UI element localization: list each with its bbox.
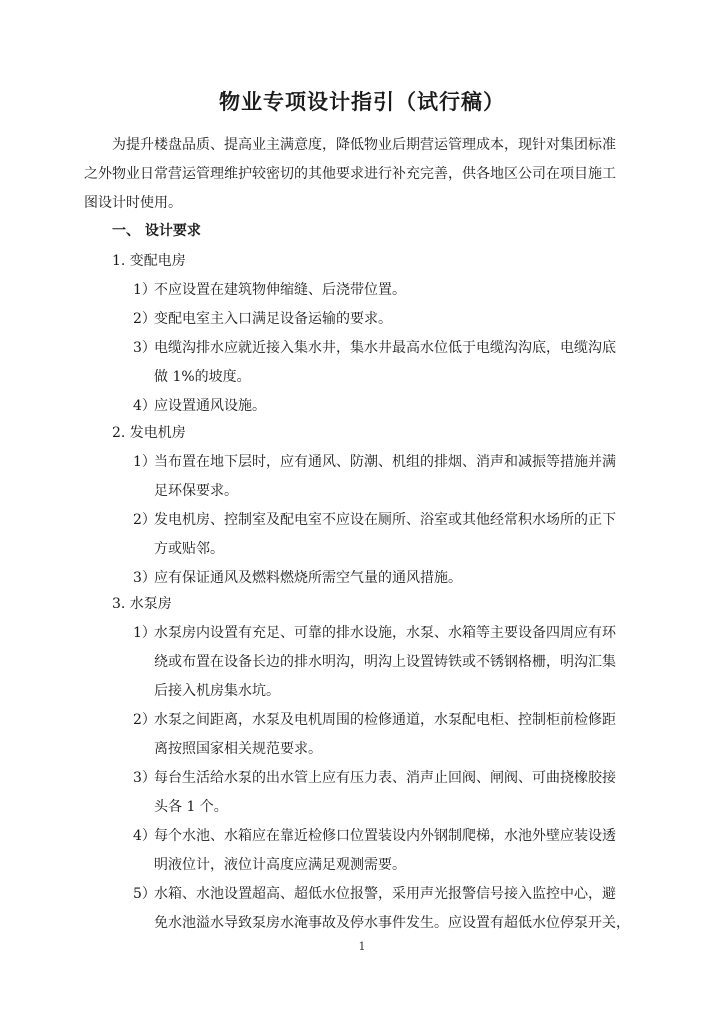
item-text: 免水池溢水导致泵房水淹事故及停水事件发生。应设置有超低水位停泵开关， [154,915,630,931]
item-text: 明液位计，液位计高度应满足观测需要。 [154,857,406,873]
item-number: 4） [133,828,156,844]
list-item [133,764,642,822]
item-text: 当布置在地下层时，应有通风、防潮、机组的排烟、消声和减振等措施并满 [154,454,616,470]
item-text: 水泵房内设置有充足、可靠的排水设施，水泵、水箱等主要设备四周应有环 [154,625,616,641]
item-text: 每台生活给水泵的出水管上应有压力表、消声止回阀、闸阀、可曲挠橡胶接 [154,770,616,786]
list-item [133,822,642,880]
item-number: 4） [133,398,156,414]
list-item [133,506,642,564]
item-number: 2） [133,512,156,528]
list-item [133,334,642,392]
subsection-heading: 3. 水泵房 [112,596,172,612]
item-text: 应有保证通风及燃料燃烧所需空气量的通风措施。 [154,570,462,586]
section-heading: 一、 设计要求 [112,223,201,239]
item-number: 1） [133,454,156,470]
intro-line-2: 之外物业日常营运管理维护较密切的其他要求进行补充完善，供各地区公司在项目施工 [84,166,616,182]
item-text: 每个水池、水箱应在靠近检修口位置装设内外钢制爬梯，水池外壁应装设透 [154,828,616,844]
list-item [133,564,642,593]
item-number: 2） [133,311,156,327]
item-text: 后接入机房集水坑。 [154,683,280,699]
page-number: 1 [358,940,366,953]
list-item [133,392,642,421]
item-text: 离按照国家相关规范要求。 [154,741,322,757]
item-text: 电缆沟排水应就近接入集水井，集水井最高水位低于电缆沟沟底，电缆沟底 [154,340,616,356]
item-text: 不应设置在建筑物伸缩缝、后浇带位置。 [154,282,406,298]
intro-line-3: 图设计时使用。 [84,195,182,211]
item-text: 足环保要求。 [154,483,238,499]
item-number: 2） [133,712,156,728]
item-number: 5） [133,886,156,902]
item-number: 1） [133,625,156,641]
item-text: 应设置通风设施。 [154,398,266,414]
list-item [133,619,642,706]
item-number: 3） [133,770,156,786]
list-item [133,880,642,938]
intro-paragraph [84,131,642,218]
list-item [133,276,642,305]
list-item [133,448,642,506]
item-number: 3） [133,340,156,356]
item-text: 方或贴邻。 [154,541,224,557]
item-number: 1） [133,282,156,298]
item-text: 做 1%的坡度。 [154,369,251,385]
item-text: 发电机房、控制室及配电室不应设在厕所、浴室或其他经常积水场所的正下 [154,512,616,528]
intro-line-1: 为提升楼盘品质、提高业主满意度，降低物业后期营运管理成本，现针对集团标准 [112,137,616,153]
item-text: 变配电室主入口满足设备运输的要求。 [154,311,392,327]
item-text: 水箱、水池设置超高、超低水位报警，采用声光报警信号接入监控中心，避 [154,886,616,902]
subsection-heading: 2. 发电机房 [112,425,186,441]
item-text: 绕或布置在设备长边的排水明沟，明沟上设置铸铁或不锈钢格栅，明沟汇集 [154,654,616,670]
list-item [133,706,642,764]
document-title: 物业专项设计指引（试行稿） [219,90,505,114]
subsection-heading: 1. 变配电房 [112,253,186,269]
item-text: 头各 1 个。 [154,799,228,815]
item-number: 3） [133,570,156,586]
item-text: 水泵之间距离，水泵及电机周围的检修通道，水泵配电柜、控制柜前检修距 [154,712,616,728]
list-item [133,305,642,334]
